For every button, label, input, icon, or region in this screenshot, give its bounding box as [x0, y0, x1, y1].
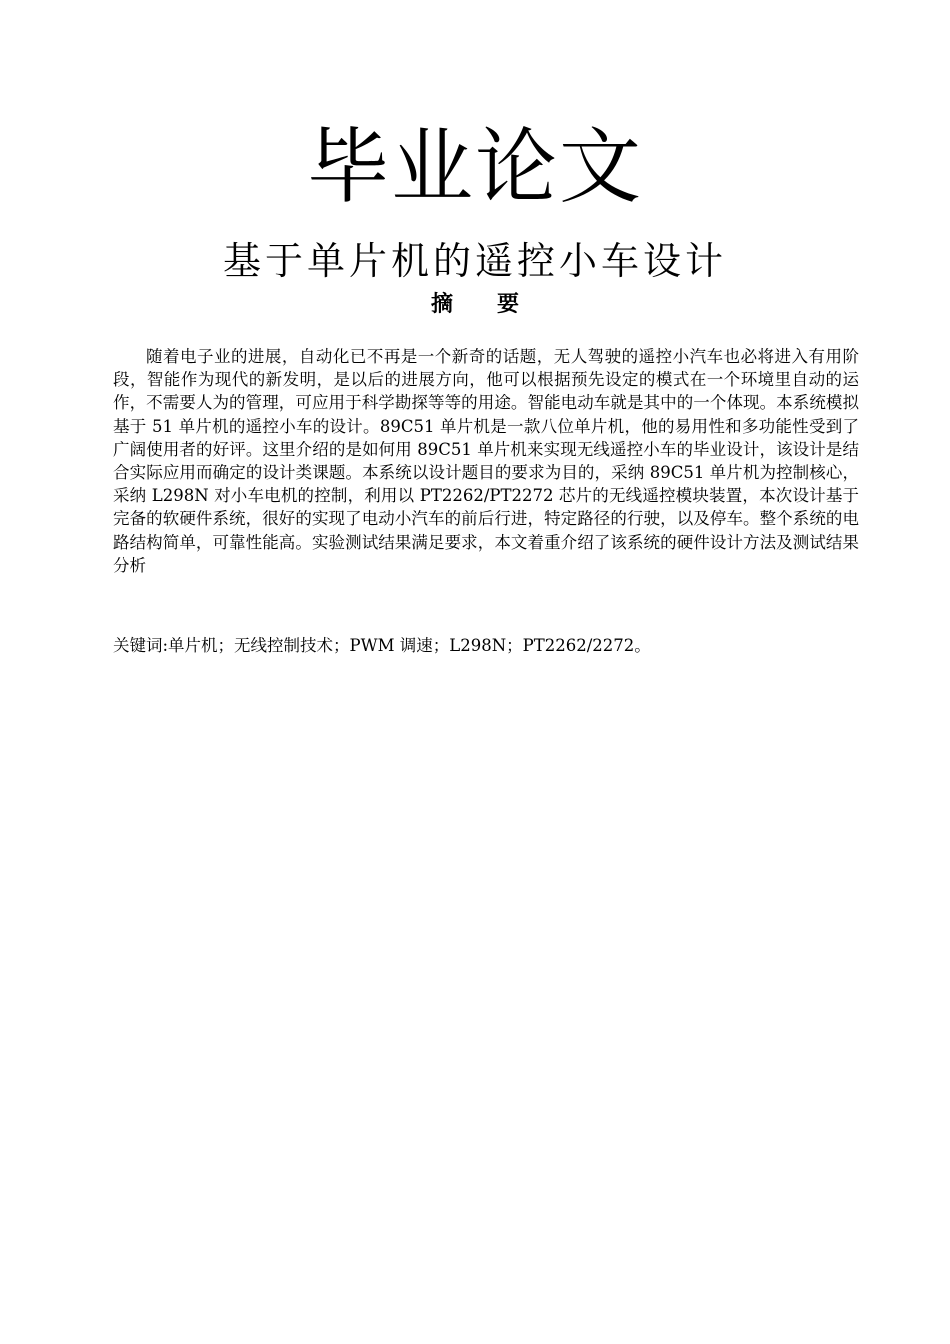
abstract-heading: [0, 288, 950, 322]
abstract-heading-left: 摘: [430, 292, 453, 317]
abstract-body: 随着电子业的进展，自动化已不再是一个新奇的话题，无人驾驶的遥控小汽车也必将进入有用阶段，智能作为现代的新发明，是以后的进展方向，他可以根据预先设定的模式在一个环境里自动的运作，不需要人为的管理，可应用于科学勘探等等的用途。智能电动车就是其中的一个体现。本系统模拟基于 51 单片机的遥控小车的设计。89C51 单片机是一款八位单片机，他的易用性和多功能性受到了广阔使用者的好评。这里介绍的是如何用 89C51 单片机来实现无线遥控小车的毕业设计，该设计是结合实际应用而确定的设计类课题。本系统以设计题目的要求为目的，采纳 89C51 单片机为控制核心，采纳 L298N 对小车电机的控制，利用以 PT2262/PT2272 芯片的无线遥控模块装置，本次设计基于完备的软硬件系统，很好的实现了电动小汽车的前后行进，特定路径的行驶，以及停车。整个系统的电路结构简单，可靠性能高。实验测试结果满足要求，本文着重介绍了该系统的硬件设计方法及测试结果分析: [113, 347, 859, 575]
keywords: 关键词:单片机；无线控制技术；PWM 调速；L298N；PT2262/2272。: [113, 636, 651, 655]
main-title: 毕业论文: [306, 120, 643, 215]
abstract-heading-right: 要: [497, 292, 520, 317]
thesis-title: 基于单片机的遥控小车设计: [222, 239, 727, 283]
